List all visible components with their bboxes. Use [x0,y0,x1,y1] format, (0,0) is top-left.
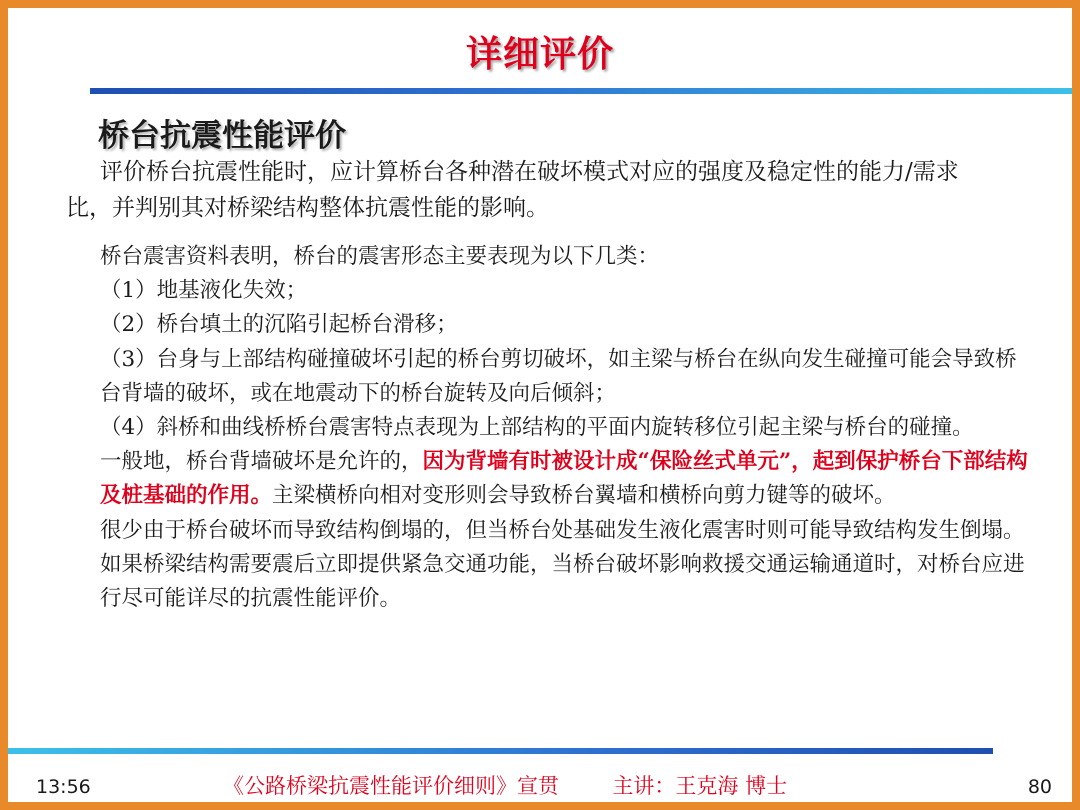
highlight-text: 因为背墙有时被设计成“保险丝式单元”，起到保护桥台下部结构及桩基础的作用。 [100,449,1028,509]
page-number: 80 [1027,776,1052,798]
general-paragraph [100,445,1030,513]
intro-text: 评价桥台抗震性能时，应计算桥台各种潜在破坏模式对应的强度及稳定性的能力/需求比，并判别其对桥梁结构整体抗震性能的影响。 [66,159,959,221]
lead-text: 桥台震害资料表明，桥台的震害形态主要表现为以下几类： [100,244,660,269]
section-heading: 桥台抗震性能评价 [98,118,346,154]
list-item: （3）台身与上部结构碰撞破坏引起的桥台剪切破坏，如主梁与桥台在纵向发生碰撞可能会导致桥台背墙的破坏，或在地震动下的桥台旋转及向后倾斜； [100,346,1017,406]
content-body [100,240,1030,616]
slide-title: 详细评价 [465,34,614,75]
final-paragraph: 很少由于桥台破坏而导致结构倒塌的，但当桥台处基础发生液化震害时则可能导致结构发生倒塌。如果桥梁结构需要震后立即提供紧急交通功能，当桥台破坏影响救援交通运输通道时，对桥台应进行尽可能详尽的抗震性能评价。 [100,517,1025,612]
slide [8,8,1072,802]
footer-caption: 《公路桥梁抗震性能评价细则》宣贯 主讲：王克海 博士 [223,774,788,798]
footer-divider-bar [8,748,993,754]
general-text-start: 一般地，桥台背墙破坏是允许的， [100,449,423,475]
footer-time: 13:56 [36,776,91,798]
intro-paragraph [66,154,996,226]
list-item: （1）地基液化失效； [100,278,308,304]
list-item: （4）斜桥和曲线桥桥台震害特点表现为上部结构的平面内旋转移位引起主梁与桥台的碰撞。 [100,415,974,441]
title-divider-bar [90,88,1072,94]
list-item: （2）桥台填土的沉陷引起桥台滑移； [100,312,458,338]
general-text-end: 主梁横桥向相对变形则会导致桥台翼墙和横桥向剪力键等的破坏。 [272,483,896,509]
